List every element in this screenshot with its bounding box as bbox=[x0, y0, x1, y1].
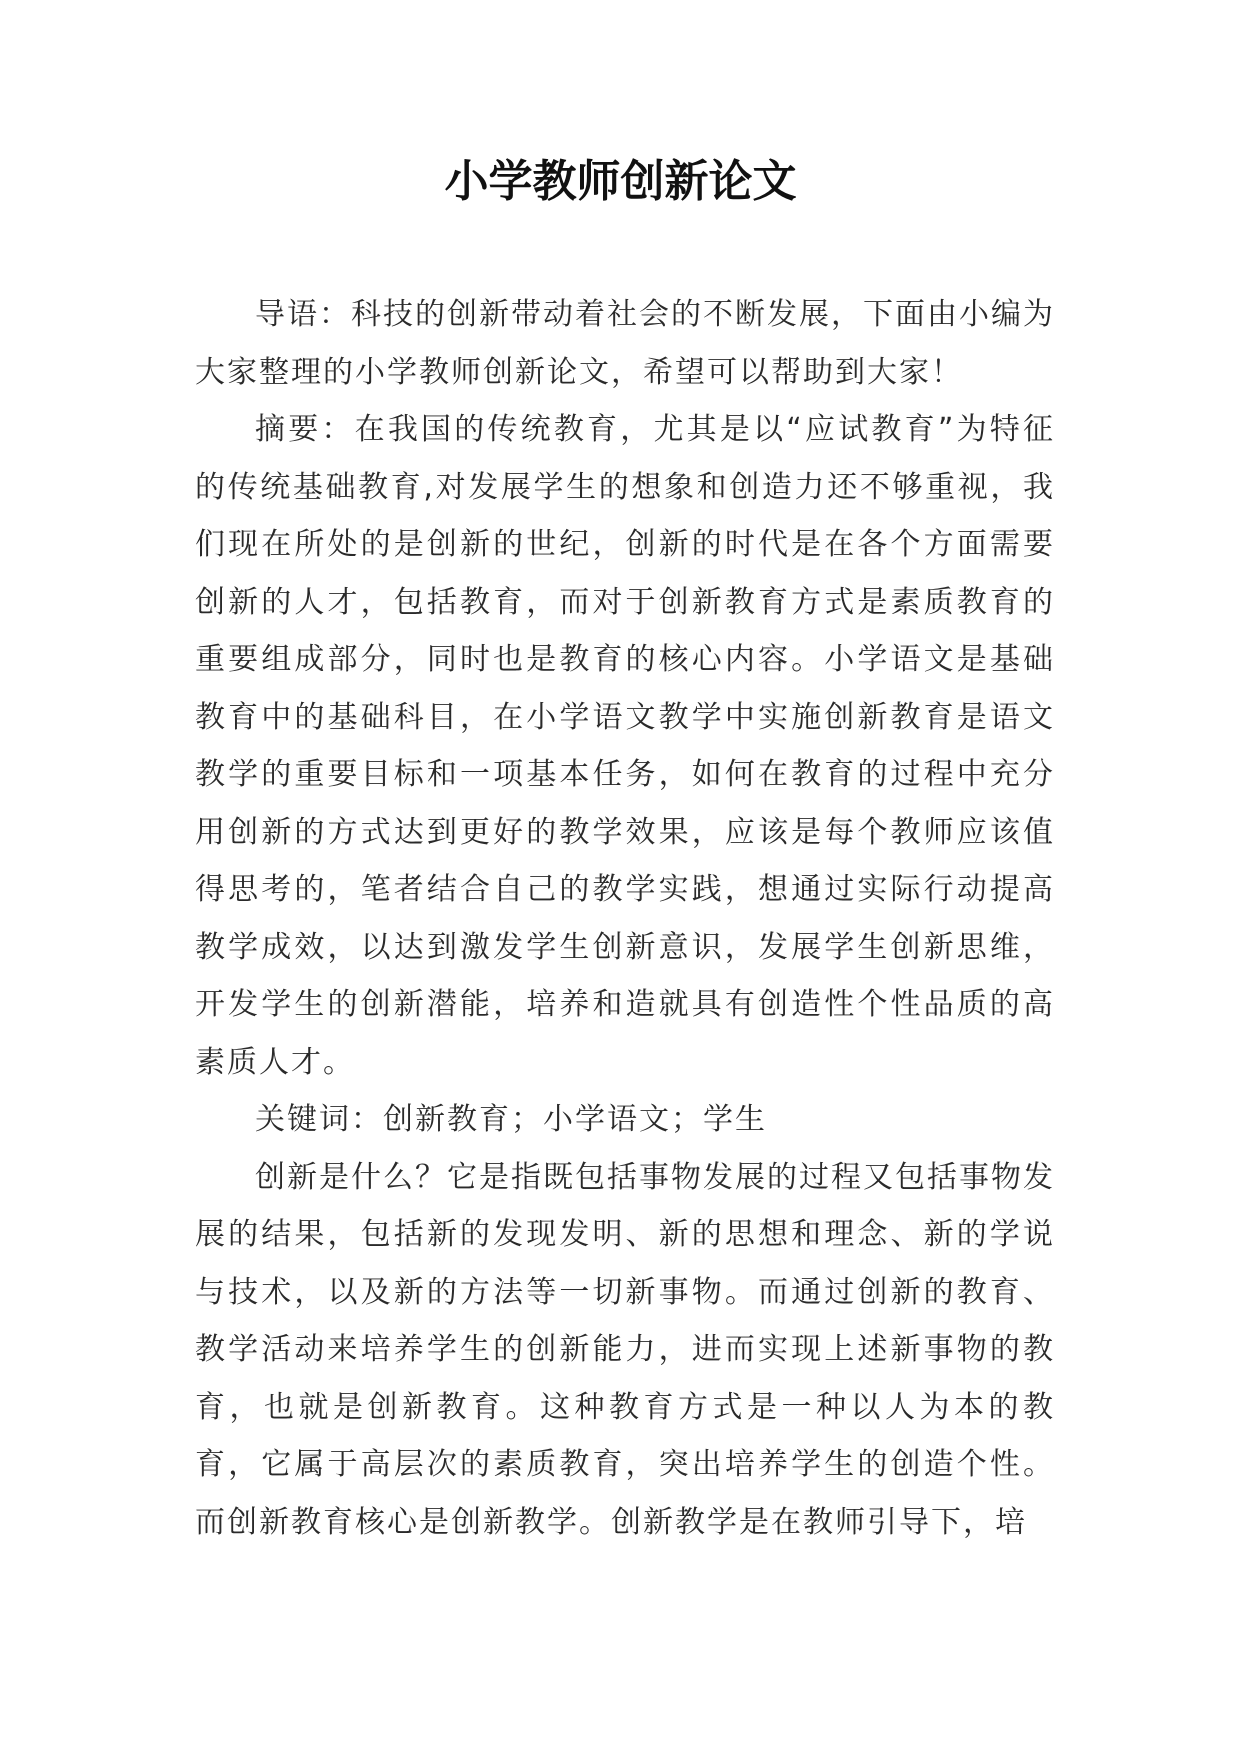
keywords-paragraph: 关键词：创新教育；小学语文；学生 bbox=[255, 1102, 767, 1137]
intro-paragraph: 导语：科技的创新带动着社会的不断发展，下面由小编为大家整理的小学教师创新论文，希望可以帮助到大家！ bbox=[195, 297, 1055, 390]
body-paragraph: 创新是什么？它是指既包括事物发展的过程又包括事物发展的结果，包括新的发现发明、新的思想和理念、新的学说与技术，以及新的方法等一切新事物。而通过创新的教育、教学活动来培养学生的创新能力，进而实现上述新事物的教育，也就是创新教育。这种教育方式是一种以人为本的教育，它属于高层次的素质教育，突出培养学生的创造个性。而创新教育核心是创新教学。创新教学是在教师引导下，培 bbox=[195, 1159, 1055, 1540]
abstract-paragraph: 摘要：在我国的传统教育，尤其是以“应试教育”为特征的传统基础教育,对发展学生的想象和创造力还不够重视，我们现在所处的是创新的世纪，创新的时代是在各个方面需要创新的人才，包括教育，而对于创新教育方式是素质教育的重要组成部分，同时也是教育的核心内容。小学语文是基础教育中的基础科目，在小学语文教学中实施创新教育是语文教学的重要目标和一项基本任务，如何在教育的过程中充分用创新的方式达到更好的教学效果，应该是每个教师应该值得思考的，笔者结合自己的教学实践，想通过实际行动提高教学成效，以达到激发学生创新意识，发展学生创新思维，开发学生的创新潜能，培养和造就具有创造性个性品质的高素质人才。 bbox=[195, 412, 1055, 1080]
document-body bbox=[195, 286, 1055, 1551]
document-title: 小学教师创新论文 bbox=[444, 156, 797, 207]
